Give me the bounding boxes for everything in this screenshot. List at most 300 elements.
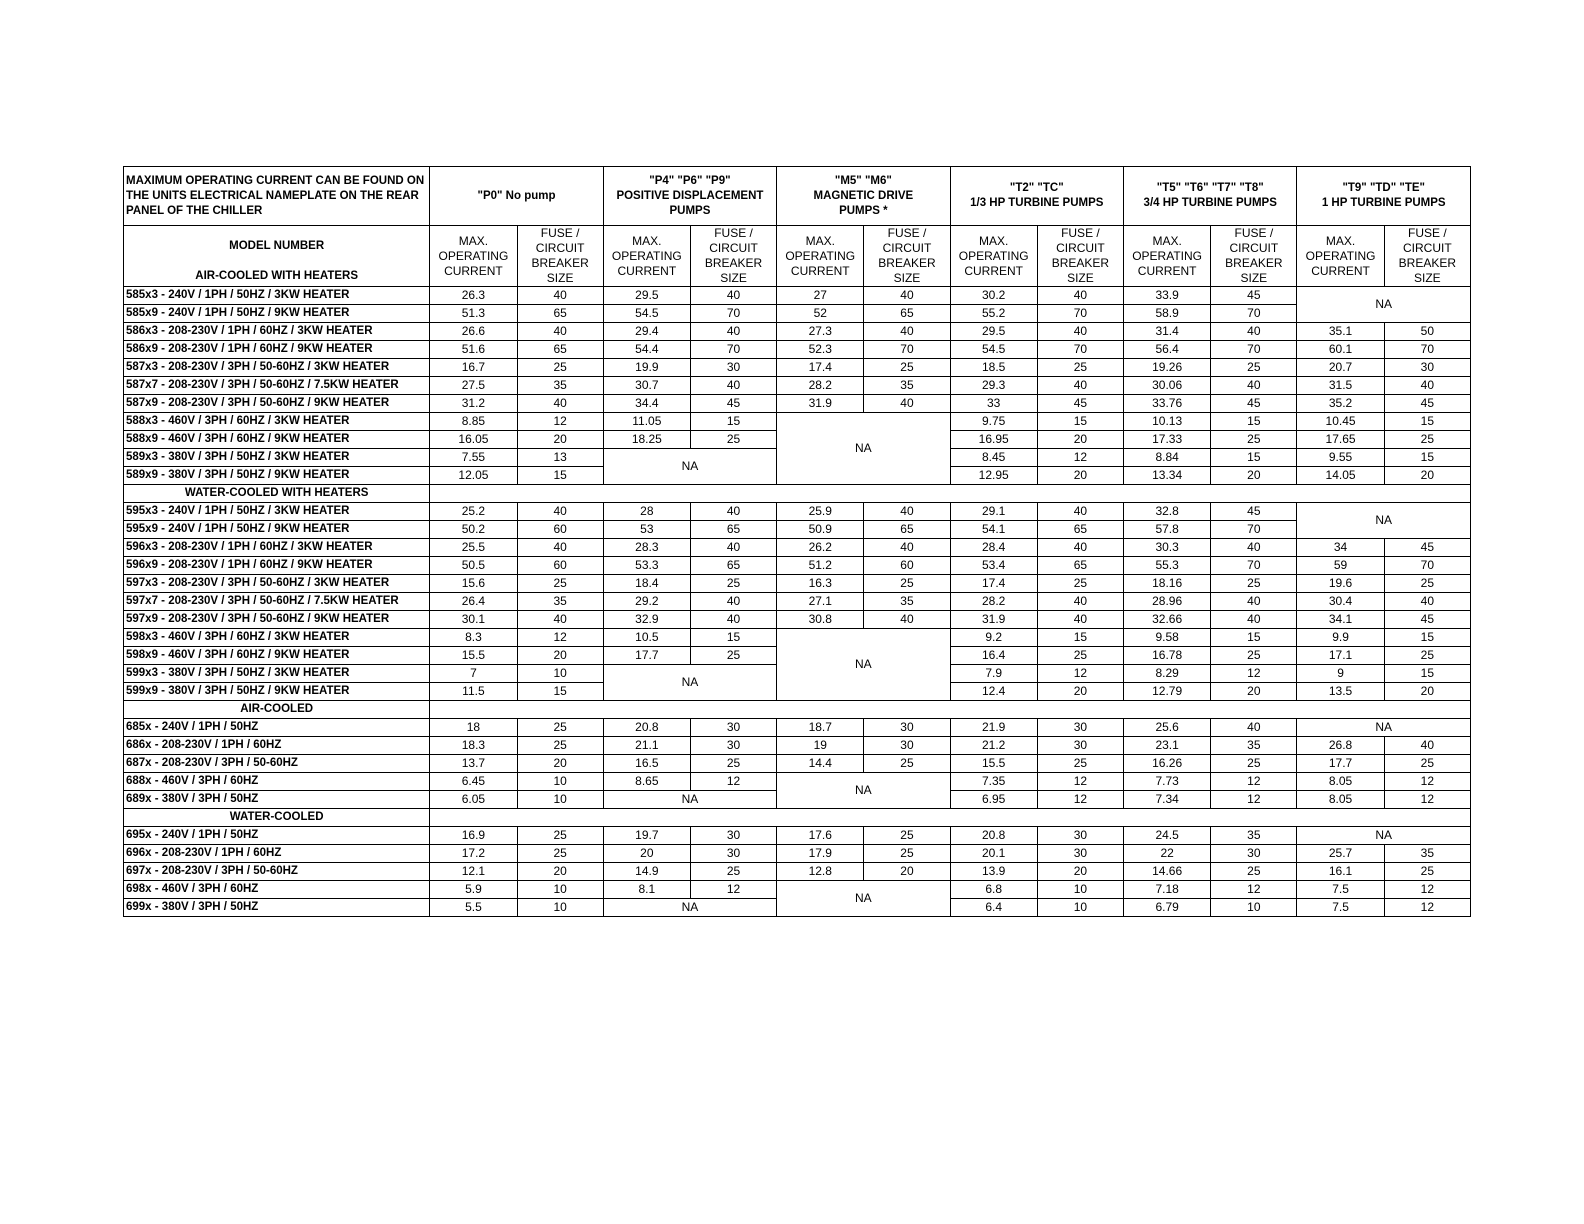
model-number-cell: 688x - 460V / 3PH / 60HZ: [124, 773, 430, 791]
table-row: [124, 629, 1471, 647]
breaker-size-cell: 20: [1037, 683, 1123, 701]
model-number-cell: 589x9 - 380V / 3PH / 50HZ / 9KW HEATER: [124, 467, 430, 485]
group-header-t2-tc: "T2" "TC" 1/3 HP TURBINE PUMPS: [950, 167, 1123, 226]
max-current-cell: 18.3: [430, 737, 517, 755]
max-current-cell: 25.9: [777, 503, 864, 521]
breaker-size-cell: 30: [690, 359, 776, 377]
breaker-size-cell: 65: [517, 305, 603, 323]
max-current-cell: 5.9: [430, 881, 517, 899]
breaker-size-cell: 40: [690, 593, 776, 611]
max-operating-current-header: MAX. OPERATING CURRENT: [430, 226, 517, 287]
max-current-cell: 56.4: [1124, 341, 1211, 359]
fuse-breaker-size-header: FUSE / CIRCUIT BREAKER SIZE: [1384, 226, 1470, 287]
max-current-cell: 27.5: [430, 377, 517, 395]
not-available-cell: NA: [1297, 287, 1471, 323]
max-current-cell: 14.66: [1124, 863, 1211, 881]
breaker-size-cell: 30: [690, 719, 776, 737]
max-current-cell: 27: [777, 287, 864, 305]
breaker-size-cell: 30: [690, 737, 776, 755]
breaker-size-cell: 13: [517, 449, 603, 467]
max-current-cell: 51.2: [777, 557, 864, 575]
max-current-cell: 30.06: [1124, 377, 1211, 395]
max-current-cell: 28: [603, 503, 690, 521]
table-row: [124, 323, 1471, 341]
breaker-size-cell: 45: [1211, 395, 1297, 413]
breaker-size-cell: 40: [690, 503, 776, 521]
breaker-size-cell: 12: [517, 629, 603, 647]
max-current-cell: 14.05: [1297, 467, 1384, 485]
max-current-cell: 54.1: [950, 521, 1037, 539]
fuse-breaker-size-header: FUSE / CIRCUIT BREAKER SIZE: [1037, 226, 1123, 287]
breaker-size-cell: 25: [1211, 359, 1297, 377]
breaker-size-cell: 15: [1211, 629, 1297, 647]
breaker-size-cell: 40: [517, 539, 603, 557]
breaker-size-cell: 25: [517, 737, 603, 755]
breaker-size-cell: 60: [517, 521, 603, 539]
max-current-cell: 21.9: [950, 719, 1037, 737]
max-current-cell: 27.3: [777, 323, 864, 341]
table-row: [124, 557, 1471, 575]
table-row: [124, 341, 1471, 359]
breaker-size-cell: 35: [864, 377, 950, 395]
max-current-cell: 7.73: [1124, 773, 1211, 791]
max-current-cell: 27.1: [777, 593, 864, 611]
breaker-size-cell: 40: [517, 287, 603, 305]
table-row: [124, 539, 1471, 557]
breaker-size-cell: 15: [1037, 413, 1123, 431]
model-number-cell: 585x9 - 240V / 1PH / 50HZ / 9KW HEATER: [124, 305, 430, 323]
breaker-size-cell: 40: [690, 323, 776, 341]
max-current-cell: 9.58: [1124, 629, 1211, 647]
breaker-size-cell: 10: [1037, 899, 1123, 917]
breaker-size-cell: 40: [1037, 287, 1123, 305]
max-current-cell: 12.79: [1124, 683, 1211, 701]
nameplate-note: MAXIMUM OPERATING CURRENT CAN BE FOUND ON THE UNITS ELECTRICAL NAMEPLATE ON THE REAR PANEL OF THE CHILLER: [124, 167, 430, 226]
max-current-cell: 17.2: [430, 845, 517, 863]
breaker-size-cell: 70: [1037, 341, 1123, 359]
max-current-cell: 16.5: [603, 755, 690, 773]
max-current-cell: 8.29: [1124, 665, 1211, 683]
breaker-size-cell: 12: [1384, 773, 1470, 791]
breaker-size-cell: 70: [1211, 305, 1297, 323]
breaker-size-cell: 65: [864, 521, 950, 539]
max-current-cell: 33: [950, 395, 1037, 413]
breaker-size-cell: 12: [1211, 773, 1297, 791]
max-current-cell: 33.76: [1124, 395, 1211, 413]
model-number-cell: 689x - 380V / 3PH / 50HZ: [124, 791, 430, 809]
max-current-cell: 16.1: [1297, 863, 1384, 881]
max-current-cell: 17.4: [777, 359, 864, 377]
section-title: WATER-COOLED WITH HEATERS: [124, 485, 430, 503]
breaker-size-cell: 35: [517, 593, 603, 611]
max-current-cell: 29.4: [603, 323, 690, 341]
max-current-cell: 31.2: [430, 395, 517, 413]
max-current-cell: 7.55: [430, 449, 517, 467]
max-current-cell: 18.7: [777, 719, 864, 737]
model-number-cell: 597x7 - 208-230V / 3PH / 50-60HZ / 7.5KW HEATER: [124, 593, 430, 611]
breaker-size-cell: 35: [1384, 845, 1470, 863]
model-number-cell: 597x9 - 208-230V / 3PH / 50-60HZ / 9KW HEATER: [124, 611, 430, 629]
max-current-cell: 54.4: [603, 341, 690, 359]
breaker-size-cell: 65: [690, 521, 776, 539]
max-current-cell: 25.2: [430, 503, 517, 521]
model-number-cell: 597x3 - 208-230V / 3PH / 50-60HZ / 3KW HEATER: [124, 575, 430, 593]
max-current-cell: 24.5: [1124, 827, 1211, 845]
section-title-row: [124, 809, 1471, 827]
max-current-cell: 17.4: [950, 575, 1037, 593]
max-current-cell: 34: [1297, 539, 1384, 557]
model-number-cell: 698x - 460V / 3PH / 60HZ: [124, 881, 430, 899]
max-current-cell: 30.2: [950, 287, 1037, 305]
breaker-size-cell: 30: [1037, 827, 1123, 845]
max-current-cell: 17.7: [1297, 755, 1384, 773]
model-number-cell: 697x - 208-230V / 3PH / 50-60HZ: [124, 863, 430, 881]
max-current-cell: 19.6: [1297, 575, 1384, 593]
max-current-cell: 50.2: [430, 521, 517, 539]
breaker-size-cell: 40: [1211, 539, 1297, 557]
breaker-size-cell: 30: [1037, 719, 1123, 737]
max-current-cell: 12.95: [950, 467, 1037, 485]
breaker-size-cell: 40: [690, 611, 776, 629]
max-current-cell: 17.9: [777, 845, 864, 863]
section-spacer: [430, 809, 1471, 827]
max-current-cell: 20.8: [603, 719, 690, 737]
breaker-size-cell: 45: [1037, 395, 1123, 413]
breaker-size-cell: 20: [517, 863, 603, 881]
section-title: WATER-COOLED: [124, 809, 430, 827]
not-available-cell: NA: [603, 899, 776, 917]
max-current-cell: 9.75: [950, 413, 1037, 431]
max-current-cell: 20.7: [1297, 359, 1384, 377]
max-current-cell: 16.26: [1124, 755, 1211, 773]
max-current-cell: 6.45: [430, 773, 517, 791]
model-number-cell: 596x9 - 208-230V / 1PH / 60HZ / 9KW HEATER: [124, 557, 430, 575]
max-current-cell: 18: [430, 719, 517, 737]
max-current-cell: 7.5: [1297, 899, 1384, 917]
max-current-cell: 6.79: [1124, 899, 1211, 917]
max-operating-current-header: MAX. OPERATING CURRENT: [1297, 226, 1384, 287]
breaker-size-cell: 25: [690, 755, 776, 773]
max-current-cell: 32.8: [1124, 503, 1211, 521]
max-current-cell: 8.1: [603, 881, 690, 899]
table-row: [124, 737, 1471, 755]
breaker-size-cell: 12: [1037, 791, 1123, 809]
breaker-size-cell: 12: [1037, 773, 1123, 791]
max-current-cell: 16.78: [1124, 647, 1211, 665]
breaker-size-cell: 25: [1211, 755, 1297, 773]
breaker-size-cell: 15: [690, 629, 776, 647]
max-current-cell: 9: [1297, 665, 1384, 683]
breaker-size-cell: 45: [1384, 539, 1470, 557]
max-current-cell: 59: [1297, 557, 1384, 575]
breaker-size-cell: 45: [1384, 611, 1470, 629]
max-current-cell: 34.4: [603, 395, 690, 413]
breaker-size-cell: 70: [1211, 521, 1297, 539]
max-current-cell: 31.4: [1124, 323, 1211, 341]
breaker-size-cell: 12: [1384, 881, 1470, 899]
breaker-size-cell: 12: [1037, 449, 1123, 467]
not-available-cell: NA: [603, 665, 776, 701]
breaker-size-cell: 25: [1037, 755, 1123, 773]
breaker-size-cell: 40: [1211, 719, 1297, 737]
breaker-size-cell: 15: [1211, 413, 1297, 431]
breaker-size-cell: 40: [1037, 593, 1123, 611]
table-row: [124, 413, 1471, 431]
breaker-size-cell: 40: [864, 395, 950, 413]
model-number-cell: 696x - 208-230V / 1PH / 60HZ: [124, 845, 430, 863]
max-operating-current-header: MAX. OPERATING CURRENT: [603, 226, 690, 287]
model-number-cell: 685x - 240V / 1PH / 50HZ: [124, 719, 430, 737]
breaker-size-cell: 25: [517, 845, 603, 863]
max-current-cell: 29.1: [950, 503, 1037, 521]
max-current-cell: 20.8: [950, 827, 1037, 845]
max-current-cell: 53.4: [950, 557, 1037, 575]
max-current-cell: 13.5: [1297, 683, 1384, 701]
max-current-cell: 9.2: [950, 629, 1037, 647]
breaker-size-cell: 12: [1211, 791, 1297, 809]
max-current-cell: 8.85: [430, 413, 517, 431]
max-current-cell: 10.5: [603, 629, 690, 647]
max-current-cell: 50.5: [430, 557, 517, 575]
max-current-cell: 60.1: [1297, 341, 1384, 359]
max-current-cell: 16.3: [777, 575, 864, 593]
group-header-t9-te: "T9" "TD" "TE" 1 HP TURBINE PUMPS: [1297, 167, 1471, 226]
table-row: [124, 593, 1471, 611]
model-number-cell: 588x9 - 460V / 3PH / 60HZ / 9KW HEATER: [124, 431, 430, 449]
breaker-size-cell: 40: [864, 503, 950, 521]
max-current-cell: 18.5: [950, 359, 1037, 377]
breaker-size-cell: 70: [1037, 305, 1123, 323]
max-current-cell: 26.2: [777, 539, 864, 557]
max-current-cell: 13.34: [1124, 467, 1211, 485]
max-current-cell: 8.05: [1297, 773, 1384, 791]
breaker-size-cell: 10: [517, 881, 603, 899]
max-current-cell: 18.4: [603, 575, 690, 593]
breaker-size-cell: 25: [517, 575, 603, 593]
breaker-size-cell: 30: [1211, 845, 1297, 863]
breaker-size-cell: 65: [690, 557, 776, 575]
max-current-cell: 7.34: [1124, 791, 1211, 809]
breaker-size-cell: 25: [1211, 431, 1297, 449]
breaker-size-cell: 25: [1384, 755, 1470, 773]
breaker-size-cell: 40: [1384, 593, 1470, 611]
breaker-size-cell: 25: [517, 719, 603, 737]
breaker-size-cell: 15: [690, 413, 776, 431]
breaker-size-cell: 10: [517, 791, 603, 809]
breaker-size-cell: 35: [517, 377, 603, 395]
max-current-cell: 33.9: [1124, 287, 1211, 305]
max-current-cell: 10.45: [1297, 413, 1384, 431]
max-current-cell: 32.66: [1124, 611, 1211, 629]
table-body: [124, 167, 1471, 917]
max-current-cell: 29.5: [603, 287, 690, 305]
max-current-cell: 16.4: [950, 647, 1037, 665]
breaker-size-cell: 15: [1384, 629, 1470, 647]
breaker-size-cell: 10: [1037, 881, 1123, 899]
max-current-cell: 28.2: [777, 377, 864, 395]
table-row: [124, 863, 1471, 881]
table-row: [124, 395, 1471, 413]
max-current-cell: 54.5: [950, 341, 1037, 359]
table-row: [124, 755, 1471, 773]
breaker-size-cell: 20: [1384, 467, 1470, 485]
breaker-size-cell: 15: [1211, 449, 1297, 467]
table-row: [124, 359, 1471, 377]
breaker-size-cell: 20: [517, 431, 603, 449]
breaker-size-cell: 35: [864, 593, 950, 611]
breaker-size-cell: 40: [1211, 593, 1297, 611]
breaker-size-cell: 35: [1211, 827, 1297, 845]
max-current-cell: 17.33: [1124, 431, 1211, 449]
max-current-cell: 54.5: [603, 305, 690, 323]
breaker-size-cell: 40: [864, 287, 950, 305]
max-current-cell: 26.3: [430, 287, 517, 305]
max-current-cell: 30.8: [777, 611, 864, 629]
model-number-cell: 589x3 - 380V / 3PH / 50HZ / 3KW HEATER: [124, 449, 430, 467]
max-current-cell: 8.45: [950, 449, 1037, 467]
model-number-cell: 587x7 - 208-230V / 3PH / 50-60HZ / 7.5KW HEATER: [124, 377, 430, 395]
breaker-size-cell: 10: [1211, 899, 1297, 917]
max-current-cell: 30.1: [430, 611, 517, 629]
not-available-cell: NA: [777, 773, 950, 809]
breaker-size-cell: 60: [517, 557, 603, 575]
max-current-cell: 19.7: [603, 827, 690, 845]
breaker-size-cell: 40: [1384, 377, 1470, 395]
max-current-cell: 7.35: [950, 773, 1037, 791]
breaker-size-cell: 20: [517, 755, 603, 773]
not-available-cell: NA: [603, 791, 776, 809]
breaker-size-cell: 40: [1037, 611, 1123, 629]
max-current-cell: 19.9: [603, 359, 690, 377]
max-current-cell: 21.2: [950, 737, 1037, 755]
breaker-size-cell: 40: [1211, 323, 1297, 341]
max-current-cell: 8.65: [603, 773, 690, 791]
breaker-size-cell: 70: [1384, 341, 1470, 359]
max-current-cell: 35.1: [1297, 323, 1384, 341]
breaker-size-cell: 45: [1211, 503, 1297, 521]
breaker-size-cell: 10: [517, 665, 603, 683]
max-current-cell: 20: [603, 845, 690, 863]
breaker-size-cell: 40: [517, 323, 603, 341]
max-current-cell: 58.9: [1124, 305, 1211, 323]
section-title-row: [124, 701, 1471, 719]
max-current-cell: 12.4: [950, 683, 1037, 701]
header-row-subcolumns: [124, 226, 1471, 268]
max-current-cell: 15.6: [430, 575, 517, 593]
breaker-size-cell: 20: [1037, 467, 1123, 485]
breaker-size-cell: 60: [864, 557, 950, 575]
max-current-cell: 8.84: [1124, 449, 1211, 467]
max-current-cell: 19.26: [1124, 359, 1211, 377]
breaker-size-cell: 12: [690, 881, 776, 899]
breaker-size-cell: 15: [517, 683, 603, 701]
max-current-cell: 13.9: [950, 863, 1037, 881]
max-current-cell: 16.05: [430, 431, 517, 449]
max-current-cell: 12.8: [777, 863, 864, 881]
model-number-cell: 585x3 - 240V / 1PH / 50HZ / 3KW HEATER: [124, 287, 430, 305]
breaker-size-cell: 45: [690, 395, 776, 413]
max-current-cell: 14.9: [603, 863, 690, 881]
table-row: [124, 503, 1471, 521]
max-current-cell: 19: [777, 737, 864, 755]
max-current-cell: 25.6: [1124, 719, 1211, 737]
max-current-cell: 17.6: [777, 827, 864, 845]
breaker-size-cell: 70: [690, 341, 776, 359]
max-current-cell: 50.9: [777, 521, 864, 539]
breaker-size-cell: 45: [1211, 287, 1297, 305]
max-current-cell: 25.5: [430, 539, 517, 557]
section-title-row: [124, 485, 1471, 503]
section-title: AIR-COOLED: [124, 701, 430, 719]
max-current-cell: 57.8: [1124, 521, 1211, 539]
not-available-cell: NA: [1297, 827, 1471, 845]
model-number-cell: 595x3 - 240V / 1PH / 50HZ / 3KW HEATER: [124, 503, 430, 521]
not-available-cell: NA: [1297, 719, 1471, 737]
max-current-cell: 53: [603, 521, 690, 539]
fuse-breaker-size-header: FUSE / CIRCUIT BREAKER SIZE: [517, 226, 603, 287]
breaker-size-cell: 70: [1211, 341, 1297, 359]
max-current-cell: 5.5: [430, 899, 517, 917]
max-current-cell: 18.16: [1124, 575, 1211, 593]
fuse-breaker-size-header: FUSE / CIRCUIT BREAKER SIZE: [690, 226, 776, 287]
model-number-cell: 596x3 - 208-230V / 1PH / 60HZ / 3KW HEATER: [124, 539, 430, 557]
max-current-cell: 6.8: [950, 881, 1037, 899]
model-number-cell: 599x9 - 380V / 3PH / 50HZ / 9KW HEATER: [124, 683, 430, 701]
table-row: [124, 521, 1471, 539]
max-current-cell: 17.65: [1297, 431, 1384, 449]
breaker-size-cell: 35: [1211, 737, 1297, 755]
max-current-cell: 13.7: [430, 755, 517, 773]
model-number-cell: 686x - 208-230V / 1PH / 60HZ: [124, 737, 430, 755]
max-current-cell: 14.4: [777, 755, 864, 773]
max-current-cell: 6.4: [950, 899, 1037, 917]
breaker-size-cell: 25: [1037, 575, 1123, 593]
max-current-cell: 18.25: [603, 431, 690, 449]
breaker-size-cell: 25: [690, 647, 776, 665]
max-current-cell: 17.1: [1297, 647, 1384, 665]
model-number-cell: 687x - 208-230V / 3PH / 50-60HZ: [124, 755, 430, 773]
max-current-cell: 21.1: [603, 737, 690, 755]
model-number-cell: 586x9 - 208-230V / 1PH / 60HZ / 9KW HEATER: [124, 341, 430, 359]
max-current-cell: 7: [430, 665, 517, 683]
breaker-size-cell: 45: [1384, 395, 1470, 413]
group-header-p4-p6-p9: "P4" "P6" "P9" POSITIVE DISPLACEMENT PUMPS: [603, 167, 776, 226]
breaker-size-cell: 25: [690, 431, 776, 449]
breaker-size-cell: 40: [517, 395, 603, 413]
breaker-size-cell: 12: [1384, 791, 1470, 809]
breaker-size-cell: 50: [1384, 323, 1470, 341]
breaker-size-cell: 40: [1384, 737, 1470, 755]
breaker-size-cell: 15: [1384, 665, 1470, 683]
model-number-cell: 598x9 - 460V / 3PH / 60HZ / 9KW HEATER: [124, 647, 430, 665]
max-current-cell: 29.5: [950, 323, 1037, 341]
max-current-cell: 20.1: [950, 845, 1037, 863]
group-header-t5-t8: "T5" "T6" "T7" "T8" 3/4 HP TURBINE PUMPS: [1124, 167, 1297, 226]
breaker-size-cell: 25: [1384, 575, 1470, 593]
breaker-size-cell: 25: [1211, 863, 1297, 881]
breaker-size-cell: 25: [1384, 431, 1470, 449]
max-current-cell: 29.3: [950, 377, 1037, 395]
max-current-cell: 23.1: [1124, 737, 1211, 755]
breaker-size-cell: 40: [1211, 377, 1297, 395]
breaker-size-cell: 12: [690, 773, 776, 791]
max-current-cell: 22: [1124, 845, 1211, 863]
breaker-size-cell: 10: [517, 899, 603, 917]
breaker-size-cell: 40: [690, 377, 776, 395]
breaker-size-cell: 25: [517, 827, 603, 845]
max-current-cell: 6.95: [950, 791, 1037, 809]
breaker-size-cell: 25: [864, 755, 950, 773]
